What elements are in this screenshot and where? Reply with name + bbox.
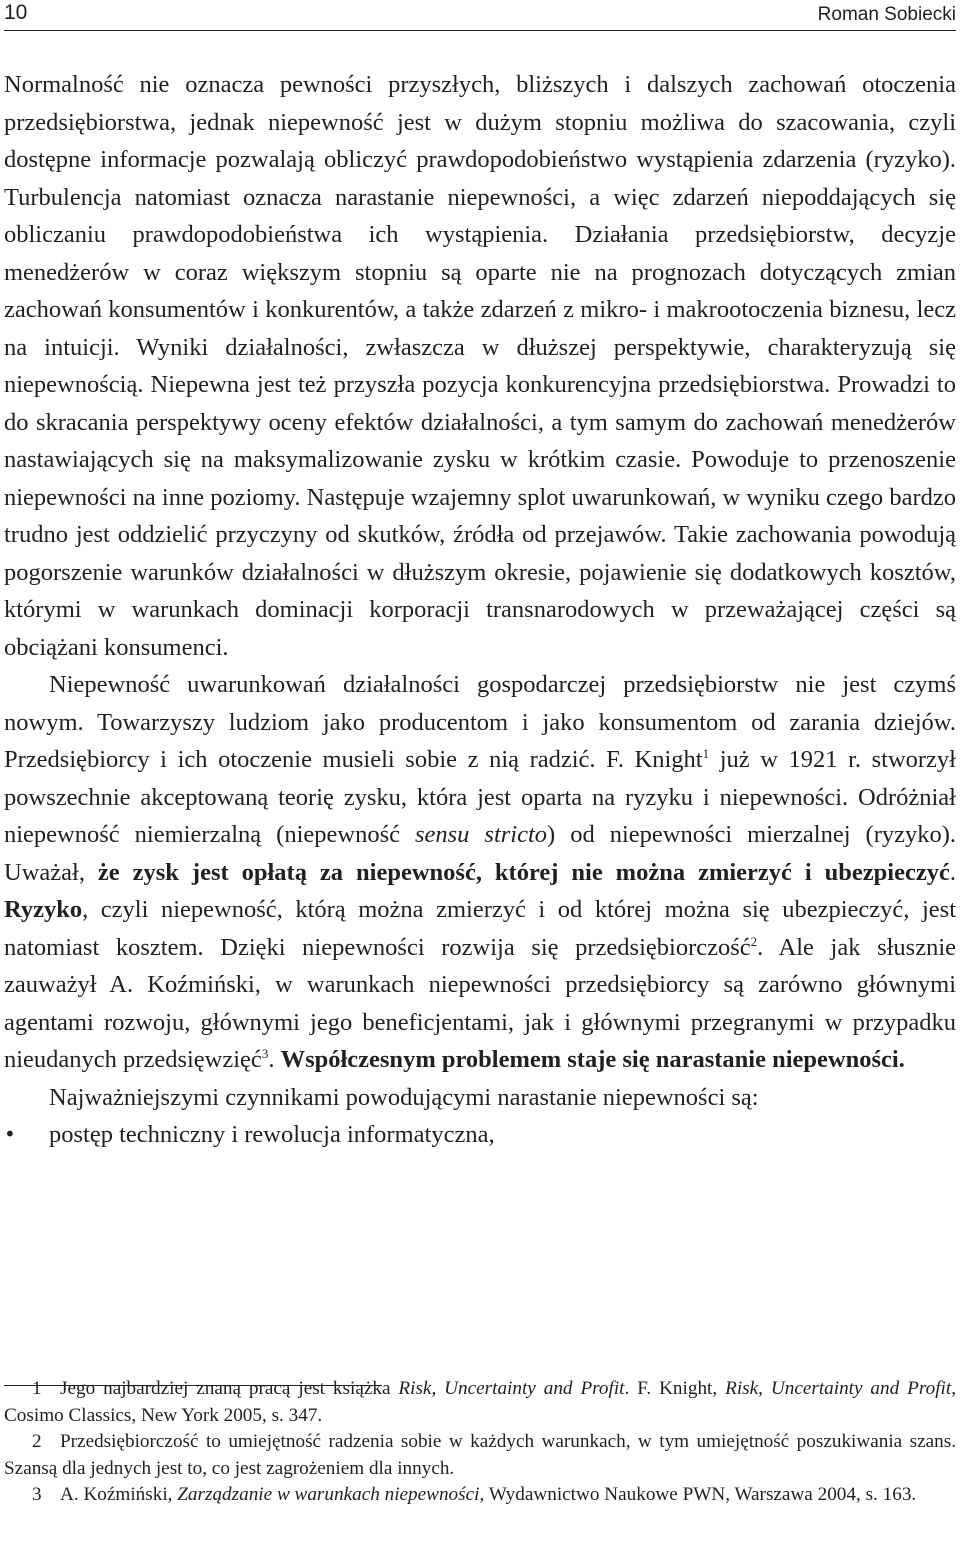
running-head-author: Roman Sobiecki [817, 4, 956, 25]
page-number: 10 [4, 1, 28, 24]
italic-term: sensu stricto [414, 821, 548, 848]
paragraph-2: Niepewność uwarunkowań działalności gospodarczej przedsiębiorstw nie jest czymś nowym. Towarzyszy ludziom jako producentom i jako konsumentom od zarania dziejów. Przedsiębiorcy i ich otoczenie musieli sobie z nią radzić. F. Knight$^1$ już w 1921 r. stworzył powszechnie akceptowaną teorię zysku, która jest oparta na ryzyku i niepewności. Odróżniał niepewność niemierzalną (niepewność sensu stricto) od niepewności mierzalnej (ryzyko). Uważał, że zysk jest opłatą za niepewność, której nie można zmierzyć i ubezpieczyć. Ryzyko, czyli niepewność, którą można zmierzyć i od której można się ubezpieczyć, jest natomiast kosztem. Dzięki niepewności rozwija się przedsiębiorczość$^2$. Ale jak słusznie zauważył A. Koźmiński, w warunkach niepewności przedsiębiorcy są zarówno głównymi agentami rozwoju, głównymi jego beneficjentami, jak i głównymi przegranymi w przypadku nieudanych przedsięwzięć$^3$. Współczesnym problemem staje się narastanie niepewności. [4, 671, 957, 1073]
page-header [4, 0, 956, 31]
bold-emphasis: Ryzyko [4, 896, 83, 923]
main-text [4, 66, 956, 1154]
footnote-1: 1 Jego najbardziej znaną pracą jest książka Risk, Uncertainty and Profit. F. Knight, Risk, Uncertainty and Profit, Cosimo Classics, New York 2005, s. 347. [4, 1378, 956, 1426]
footnote-ref-1: 1 [702, 745, 710, 761]
paragraph-1: Normalność nie oznacza pewności przyszłych, bliższych i dalszych zachowań otoczenia przedsiębiorstwa, jednak niepewność jest w dużym stopniu możliwa do szacowania, czyli dostępne informacje pozwalają obliczyć prawdopodobieństwo wystąpienia zdarzenia (ryzyko). Turbulencja natomiast oznacza narastanie niepewności, a więc zdarzeń niepoddających się obliczaniu prawdopodobieństwa ich wystąpienia. Działania przedsiębiorstw, decyzje menedżerów w coraz większym stopniu są oparte nie na prognozach dotyczących zmian zachowań konsumentów i konkurentów, a także zdarzeń z mikro- i makrootoczenia biznesu, lecz na intuicji. Wyniki działalności, zwłaszcza w dłuższej perspektywie, charakteryzują się niepewnością. Niepewna jest też przyszła pozycja konkurencyjna przedsiębiorstwa. Prowadzi to do skracania perspektywy oceny efektów działalności, a tym samym do zachowań menedżerów nastawiających się na maksymalizowanie zysku w krótkim czasie. Powoduje to przenoszenie niepewności na inne poziomy. Następuje wzajemny splot uwarunkowań, w wyniku czego bardzo trudno jest oddzielić przyczyny od skutków, źródła od przejawów. Takie zachowania powodują pogorszenie warunków działalności w dłuższym okresie, pojawienie się dodatkowych kosztów, którymi w warunkach dominacji korporacji transnarodowych w przeważającej części są obciążani konsumenci. [4, 71, 956, 661]
footnote-number: 2 [32, 1431, 42, 1452]
footnote-number: 3 [32, 1484, 42, 1505]
footnote-2: 2 Przedsiębiorczość to umiejętność radzenia sobie w każdych warunkach, w tym umiejętność poszukiwania szans. Szansą dla jednych jest to, co jest zagrożeniem dla innych. [4, 1431, 956, 1479]
bold-emphasis: Współczesnym problemem staje się narastanie niepewności. [280, 1046, 905, 1073]
paragraph-3: Najważniejszymi czynnikami powodującymi narastanie niepewności są: [49, 1083, 759, 1111]
list-item: • postęp techniczny i rewolucja informatyczna, [4, 1116, 956, 1154]
footnote-3: 3 A. Koźmiński, Zarządzanie w warunkach niepewności, Wydawnictwo Naukowe PWN, Warszawa 2004, s. 163. [4, 1482, 956, 1509]
footnote-ref-2: 2 [750, 933, 758, 949]
footnote-number: 1 [32, 1378, 42, 1399]
bold-emphasis: że zysk jest opłatą za niepewność, której nie można zmierzyć i ubezpieczyć [97, 858, 950, 886]
footnotes [4, 1376, 956, 1509]
bullet-list [4, 1116, 956, 1154]
footnote-ref-3: 3 [261, 1045, 269, 1061]
